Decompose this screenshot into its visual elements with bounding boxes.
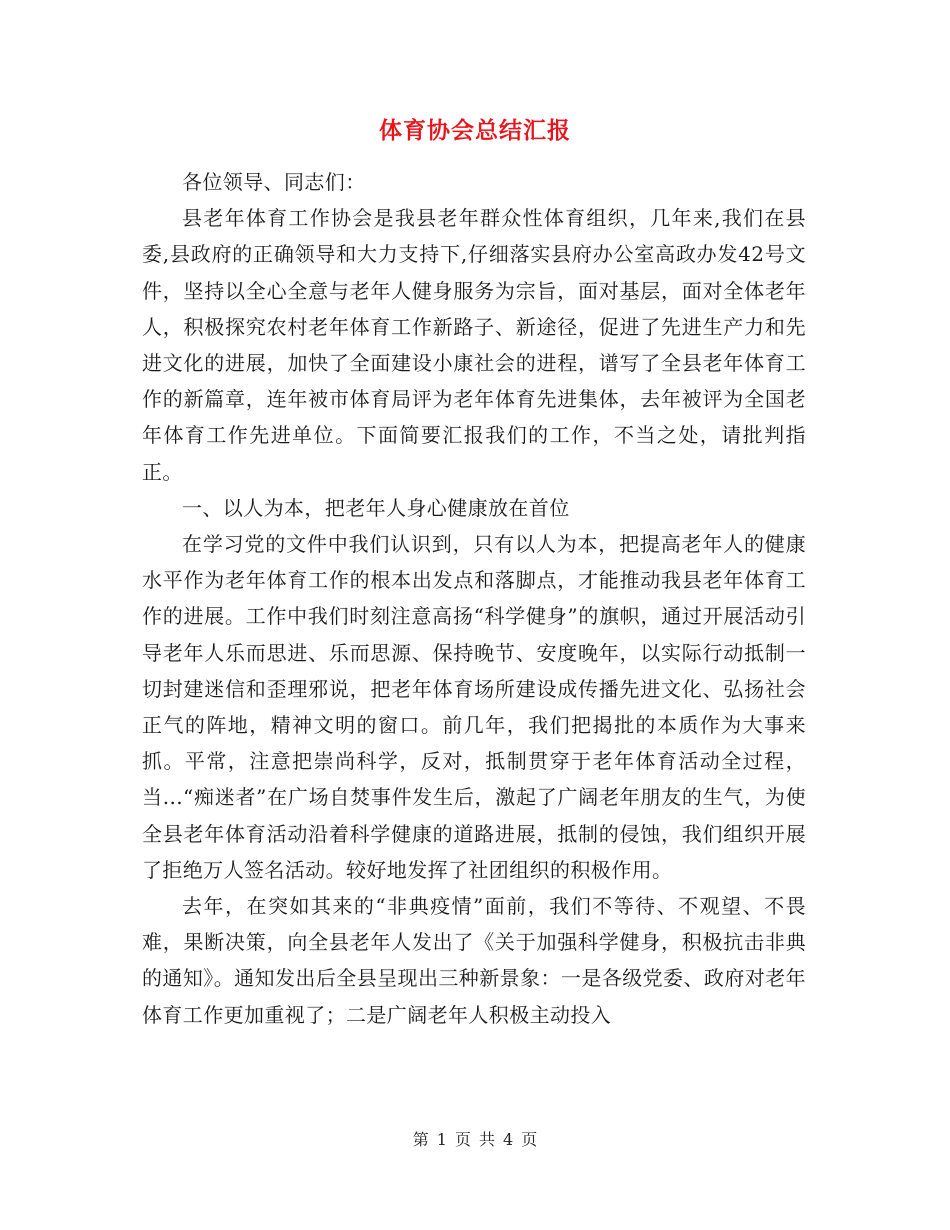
- page-label-mid1: 页: [454, 1130, 471, 1149]
- page-current: 1: [436, 1130, 447, 1149]
- page-label-suffix: 页: [521, 1130, 538, 1149]
- salutation-paragraph: 各位领导、同志们：: [182, 170, 366, 194]
- section-heading-1: 一、以人为本，把老年人身心健康放在首位: [182, 495, 570, 520]
- page-label-mid2: 共: [479, 1130, 496, 1149]
- body-paragraph: 去年，在突如其来的“非典疫情”面前，我们不等待、不观望、不畏难，果断决策，向全县老年人发出了《关于加强科学健身，积极抗击非典的通知》。通知发出后全县呈现出三种新景象：一是各级党委、政府对老年体育工作更加重视了；二是广阔老年人积极主动投入: [142, 894, 806, 1027]
- page-total: 4: [503, 1130, 514, 1149]
- body-paragraph: 在学习党的文件中我们认识到，只有以人为本，把提高老年人的健康水平作为老年体育工作的根本出发点和落脚点，才能推动我县老年体育工作的进展。工作中我们时刻注意高扬“科学健身”的旗帜，通过开展活动引导老年人乐而思进、乐而思源、保持晚节、安度晚年，以实际行动抵制一切封建迷信和歪理邪说，把老年体育场所建设成传播先进文化、弘扬社会正气的阵地，精神文明的窗口。前几年，我们把揭批的本质作为大事来抓。平常，注意把崇尚科学，反对，抵制贯穿于老年体育活动全过程，当...“痴迷者”在广场自焚事件发生后，激起了广阔老年朋友的生气，为使全县老年体育活动沿着科学健康的道路进展，抵制的侵蚀，我们组织开展了拒绝万人签名活动。较好地发挥了社团组织的积极作用。: [142, 532, 806, 882]
- document-body: [142, 164, 806, 1033]
- page-label-prefix: 第: [412, 1130, 429, 1149]
- intro-paragraph: 县老年体育工作协会是我县老年群众性体育组织，几年来,我们在县委,县政府的正确领导和大力支持下,仔细落实县府办公室高政办发42号文件，坚持以全心全意与老年人健身服务为宗旨，面对基层，面对全体老年人，积极探究农村老年体育工作新路子、新途径，促进了先进生产力和先进文化的进展，加快了全面建设小康社会的进程，谱写了全县老年体育工作的新篇章，连年被市体育局评为老年体育先进集体，去年被评为全国老年体育工作先进单位。下面简要汇报我们的工作，不当之处，请批判指正。: [142, 206, 806, 484]
- document-title: 体育协会总结汇报: [379, 117, 571, 144]
- page-footer: [0, 1127, 950, 1150]
